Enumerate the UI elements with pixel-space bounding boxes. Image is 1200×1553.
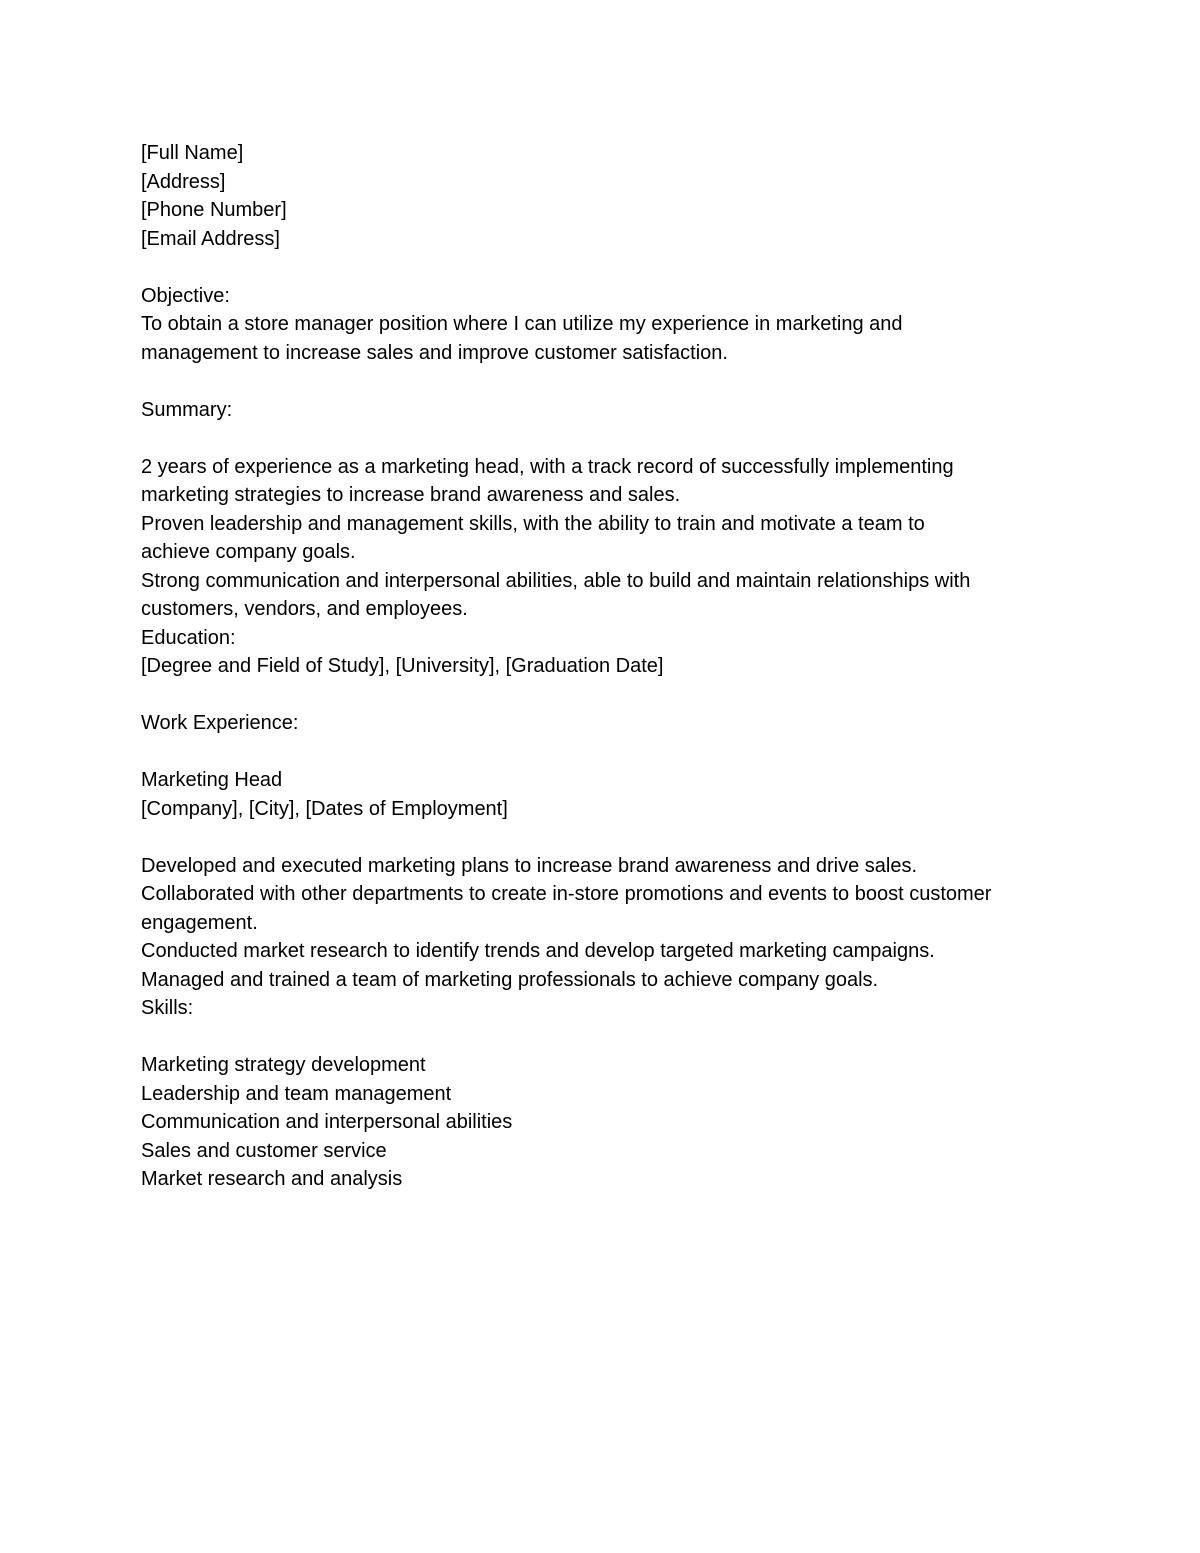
spacer [141, 681, 1071, 710]
work-line: Developed and executed marketing plans to increase brand awareness and drive sales. [141, 854, 918, 877]
summary-line: 2 years of experience as a marketing head, with a track record of successfully implementing [141, 455, 954, 478]
summary-line: achieve company goals. [141, 541, 356, 563]
spacer [141, 823, 1071, 852]
spacer [141, 253, 1071, 282]
resume-body [141, 139, 1071, 1194]
contact-phone: [Phone Number] [141, 199, 287, 221]
skill-item: Sales and customer service [141, 1139, 387, 1162]
skill-item: Market research and analysis [141, 1168, 403, 1190]
skill-item: Marketing strategy development [141, 1054, 426, 1076]
spacer [141, 424, 1071, 453]
education-section [141, 624, 1071, 681]
skill-item: Communication and interpersonal abilities [141, 1111, 513, 1133]
contact-block [141, 139, 1071, 253]
objective-section [141, 282, 1071, 368]
job-title: Marketing Head [141, 769, 283, 791]
education-entry: [Degree and Field of Study], [University], [Graduation Date] [141, 655, 664, 677]
summary-line: customers, vendors, and employees. [141, 598, 468, 620]
contact-email: [Email Address] [141, 227, 280, 250]
work-experience-heading: Work Experience: [141, 712, 299, 734]
skills-section [141, 994, 1071, 1194]
spacer [141, 1023, 1071, 1052]
summary-heading: Summary: [141, 398, 233, 421]
objective-heading: Objective: [141, 284, 230, 307]
work-experience-section [141, 709, 1071, 994]
skills-heading: Skills: [141, 997, 194, 1019]
contact-address: [Address] [141, 170, 226, 193]
summary-line: Proven leadership and management skills, with the ability to train and motivate a team to [141, 512, 925, 535]
job-details: [Company], [City], [Dates of Employment] [141, 797, 508, 820]
education-heading: Education: [141, 626, 236, 649]
summary-line: marketing strategies to increase brand awareness and sales. [141, 484, 681, 506]
spacer [141, 367, 1071, 396]
contact-name: [Full Name] [141, 142, 244, 164]
objective-line: To obtain a store manager position where I can utilize my experience in marketing and [141, 313, 903, 335]
summary-line: Strong communication and interpersonal abilities, able to build and maintain relationships with [141, 569, 971, 592]
skill-item: Leadership and team management [141, 1082, 452, 1105]
work-line: Conducted market research to identify trends and develop targeted marketing campaigns. [141, 940, 935, 962]
spacer [141, 738, 1071, 767]
work-line: engagement. [141, 911, 258, 934]
work-line: Collaborated with other departments to create in-store promotions and events to boost customer [141, 883, 992, 905]
summary-section [141, 396, 1071, 624]
work-line: Managed and trained a team of marketing professionals to achieve company goals. [141, 968, 879, 991]
objective-line: management to increase sales and improve customer satisfaction. [141, 341, 728, 364]
